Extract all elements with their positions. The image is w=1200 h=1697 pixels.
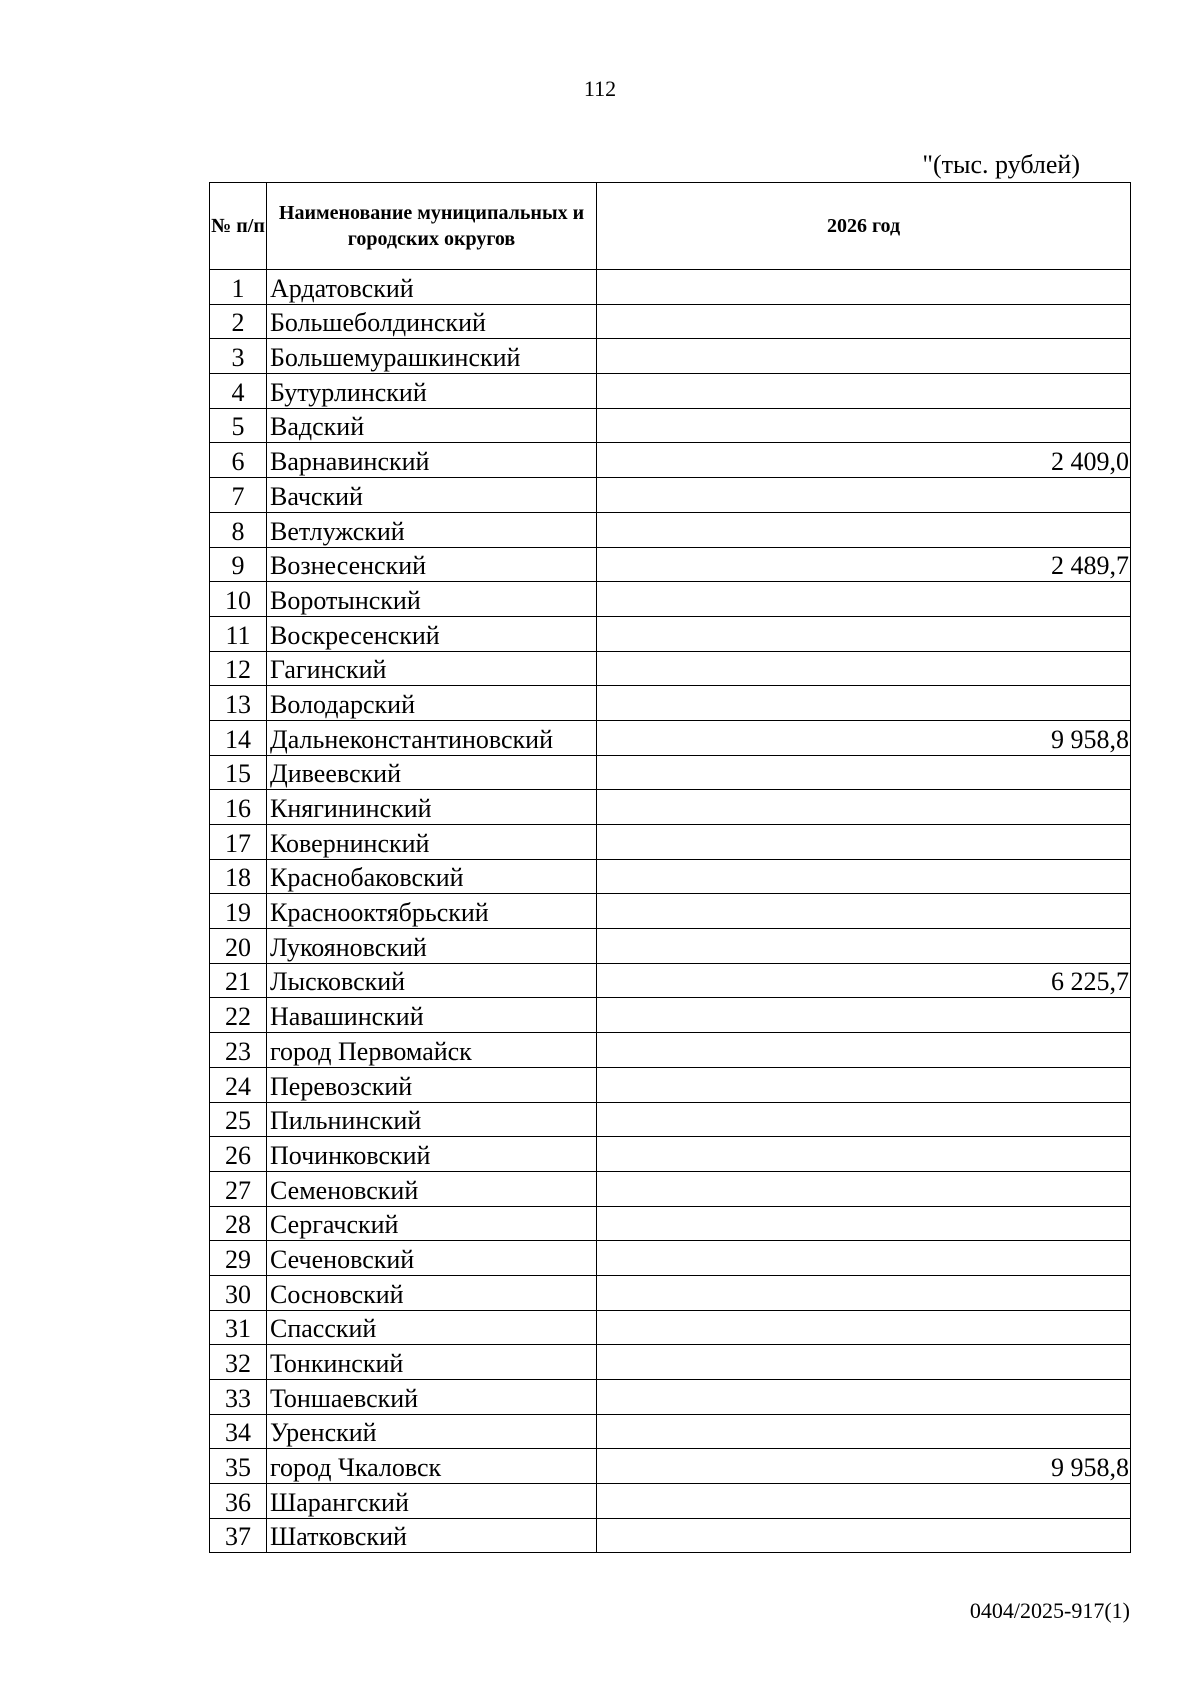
- municipality-name: Воскресенский: [267, 616, 597, 651]
- row-number: 15: [210, 755, 267, 790]
- table-row: [210, 374, 1131, 409]
- row-number: 10: [210, 582, 267, 617]
- municipality-name: Вознесенский: [267, 547, 597, 582]
- municipality-name: Тоншаевский: [267, 1380, 597, 1415]
- municipality-name: Семеновский: [267, 1171, 597, 1206]
- amount-2026: 9 958,8: [597, 1449, 1131, 1484]
- municipality-name: Пильнинский: [267, 1102, 597, 1137]
- table-row: [210, 1206, 1131, 1241]
- municipality-name: Володарский: [267, 686, 597, 721]
- amount-2026: [597, 1102, 1131, 1137]
- amount-2026: [597, 1033, 1131, 1068]
- table-row: [210, 616, 1131, 651]
- header-number: № п/п: [210, 183, 267, 270]
- municipality-name: Сосновский: [267, 1275, 597, 1310]
- amount-2026: [597, 686, 1131, 721]
- municipality-name: Перевозский: [267, 1067, 597, 1102]
- table-body: [210, 270, 1131, 1553]
- row-number: 29: [210, 1241, 267, 1276]
- amount-2026: [597, 408, 1131, 443]
- amount-2026: [597, 1067, 1131, 1102]
- amount-2026: [597, 1171, 1131, 1206]
- row-number: 21: [210, 963, 267, 998]
- municipality-name: Тонкинский: [267, 1345, 597, 1380]
- municipality-name: Ковернинский: [267, 825, 597, 860]
- row-number: 14: [210, 720, 267, 755]
- amount-2026: [597, 998, 1131, 1033]
- table-row: [210, 1449, 1131, 1484]
- table-row: [210, 304, 1131, 339]
- amount-2026: [597, 1206, 1131, 1241]
- amount-2026: [597, 270, 1131, 305]
- row-number: 22: [210, 998, 267, 1033]
- row-number: 33: [210, 1380, 267, 1415]
- table-row: [210, 547, 1131, 582]
- table-row: [210, 478, 1131, 513]
- table-row: [210, 859, 1131, 894]
- row-number: 34: [210, 1414, 267, 1449]
- municipality-name: Спасский: [267, 1310, 597, 1345]
- table-row: [210, 1171, 1131, 1206]
- units-note: "(тыс. рублей): [922, 150, 1080, 179]
- row-number: 30: [210, 1275, 267, 1310]
- amount-2026: [597, 1310, 1131, 1345]
- municipality-name: Шарангский: [267, 1484, 597, 1519]
- table-row: [210, 339, 1131, 374]
- amount-2026: [597, 512, 1131, 547]
- amount-2026: [597, 1484, 1131, 1519]
- amount-2026: [597, 825, 1131, 860]
- allocation-table: [209, 182, 1131, 1553]
- table-row: [210, 1241, 1131, 1276]
- amount-2026: [597, 374, 1131, 409]
- amount-2026: [597, 478, 1131, 513]
- row-number: 25: [210, 1102, 267, 1137]
- table-row: [210, 929, 1131, 964]
- row-number: 3: [210, 339, 267, 374]
- municipality-name: Ардатовский: [267, 270, 597, 305]
- municipality-name: Уренский: [267, 1414, 597, 1449]
- table-row: [210, 1310, 1131, 1345]
- row-number: 20: [210, 929, 267, 964]
- table-row: [210, 1275, 1131, 1310]
- municipality-name: Шатковский: [267, 1518, 597, 1553]
- row-number: 2: [210, 304, 267, 339]
- municipality-name: Сергачский: [267, 1206, 597, 1241]
- table-row: [210, 1102, 1131, 1137]
- municipality-name: Большеболдинский: [267, 304, 597, 339]
- table-row: [210, 720, 1131, 755]
- row-number: 12: [210, 651, 267, 686]
- row-number: 28: [210, 1206, 267, 1241]
- table-row: [210, 408, 1131, 443]
- municipality-name: Лукояновский: [267, 929, 597, 964]
- municipality-name: Дальнеконстантиновский: [267, 720, 597, 755]
- table-header-row: [210, 183, 1131, 270]
- table-row: [210, 755, 1131, 790]
- table-row: [210, 1067, 1131, 1102]
- table-row: [210, 894, 1131, 929]
- amount-2026: [597, 1380, 1131, 1415]
- row-number: 26: [210, 1137, 267, 1172]
- municipality-name: Навашинский: [267, 998, 597, 1033]
- amount-2026: [597, 1241, 1131, 1276]
- table-row: [210, 1345, 1131, 1380]
- municipality-name: Княгининский: [267, 790, 597, 825]
- row-number: 35: [210, 1449, 267, 1484]
- table-row: [210, 963, 1131, 998]
- amount-2026: [597, 616, 1131, 651]
- municipality-name: Гагинский: [267, 651, 597, 686]
- municipality-name: Дивеевский: [267, 755, 597, 790]
- amount-2026: [597, 755, 1131, 790]
- municipality-name: Краснооктябрьский: [267, 894, 597, 929]
- table-row: [210, 1137, 1131, 1172]
- amount-2026: [597, 582, 1131, 617]
- table-row: [210, 443, 1131, 478]
- municipality-name: город Первомайск: [267, 1033, 597, 1068]
- row-number: 18: [210, 859, 267, 894]
- table-row: [210, 1484, 1131, 1519]
- municipality-name: Краснобаковский: [267, 859, 597, 894]
- amount-2026: 2 409,0: [597, 443, 1131, 478]
- row-number: 13: [210, 686, 267, 721]
- table-row: [210, 1033, 1131, 1068]
- amount-2026: [597, 651, 1131, 686]
- row-number: 4: [210, 374, 267, 409]
- table-row: [210, 1414, 1131, 1449]
- table-row: [210, 512, 1131, 547]
- amount-2026: [597, 304, 1131, 339]
- amount-2026: [597, 1275, 1131, 1310]
- amount-2026: [597, 339, 1131, 374]
- amount-2026: [597, 894, 1131, 929]
- page-number: 112: [583, 76, 617, 101]
- row-number: 5: [210, 408, 267, 443]
- header-municipality-name: Наименование муниципальных и городских округов: [267, 183, 597, 270]
- row-number: 27: [210, 1171, 267, 1206]
- municipality-name: Вачский: [267, 478, 597, 513]
- municipality-name: Большемурашкинский: [267, 339, 597, 374]
- row-number: 24: [210, 1067, 267, 1102]
- row-number: 7: [210, 478, 267, 513]
- amount-2026: [597, 859, 1131, 894]
- amount-2026: [597, 929, 1131, 964]
- row-number: 6: [210, 443, 267, 478]
- row-number: 23: [210, 1033, 267, 1068]
- municipality-name: Сеченовский: [267, 1241, 597, 1276]
- row-number: 36: [210, 1484, 267, 1519]
- amount-2026: [597, 1518, 1131, 1553]
- municipality-name: Бутурлинский: [267, 374, 597, 409]
- municipality-name: Ветлужский: [267, 512, 597, 547]
- municipality-name: Починковский: [267, 1137, 597, 1172]
- document-code: 0404/2025-917(1): [969, 1598, 1130, 1623]
- row-number: 32: [210, 1345, 267, 1380]
- table-row: [210, 651, 1131, 686]
- table-row: [210, 825, 1131, 860]
- table-row: [210, 1380, 1131, 1415]
- table-row: [210, 582, 1131, 617]
- municipality-name: Вадский: [267, 408, 597, 443]
- row-number: 16: [210, 790, 267, 825]
- amount-2026: [597, 1414, 1131, 1449]
- amount-2026: [597, 790, 1131, 825]
- row-number: 31: [210, 1310, 267, 1345]
- row-number: 17: [210, 825, 267, 860]
- row-number: 11: [210, 616, 267, 651]
- row-number: 1: [210, 270, 267, 305]
- row-number: 8: [210, 512, 267, 547]
- amount-2026: [597, 1137, 1131, 1172]
- municipality-name: Воротынский: [267, 582, 597, 617]
- municipality-name: Лысковский: [267, 963, 597, 998]
- header-year-2026: 2026 год: [597, 183, 1131, 270]
- table-row: [210, 270, 1131, 305]
- table-row: [210, 686, 1131, 721]
- amount-2026: 6 225,7: [597, 963, 1131, 998]
- municipality-name: Варнавинский: [267, 443, 597, 478]
- row-number: 37: [210, 1518, 267, 1553]
- municipality-name: город Чкаловск: [267, 1449, 597, 1484]
- amount-2026: 9 958,8: [597, 720, 1131, 755]
- row-number: 9: [210, 547, 267, 582]
- amount-2026: [597, 1345, 1131, 1380]
- table-row: [210, 1518, 1131, 1553]
- table-row: [210, 790, 1131, 825]
- row-number: 19: [210, 894, 267, 929]
- amount-2026: 2 489,7: [597, 547, 1131, 582]
- table-row: [210, 998, 1131, 1033]
